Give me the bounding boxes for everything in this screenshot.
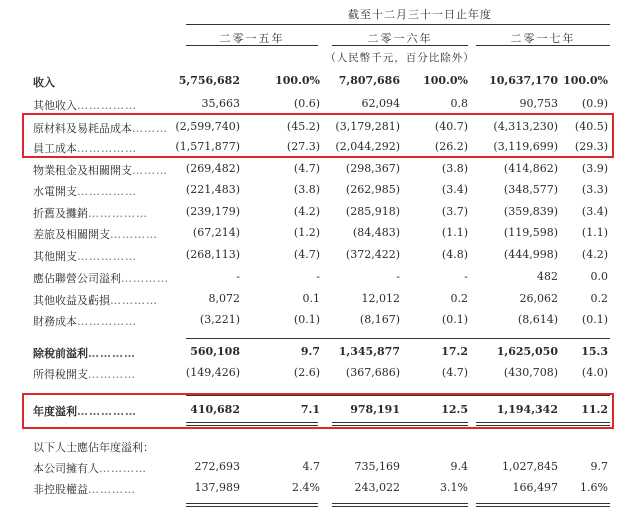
row-label [33,97,183,113]
percent-cell: (26.2) [434,140,468,153]
row-label-text: 年度溢利 [33,405,77,418]
percent-cell: 100.0% [423,74,468,87]
percent-cell: 2.4% [292,481,320,494]
year-2016-underline [332,45,468,46]
percent-cell: (27.3) [286,140,320,153]
leader-dots: ………… [88,347,136,360]
amount-cell: 137,989 [194,481,240,494]
amount-cell: (1,571,877) [175,140,240,153]
percent-cell: (0.6) [293,97,320,110]
amount-cell: (359,839) [503,205,558,218]
percent-cell: 100.0% [563,74,608,87]
year-2015-underline [186,45,318,46]
table-row [0,246,640,266]
percent-cell: (2.6) [293,366,320,379]
amount-cell: (84,483) [352,226,400,239]
amount-cell: (269,482) [185,162,240,175]
amount-cell: (444,998) [503,248,558,261]
table-row [0,224,640,244]
row-label [33,270,183,286]
row-label-text: 所得稅開支 [33,368,88,381]
amount-cell: (367,686) [345,366,400,379]
amount-cell: (2,599,740) [175,120,240,133]
percent-cell: (3.4) [441,183,468,196]
row-label-text: 除稅前溢利 [33,347,88,360]
amount-cell: (149,426) [185,366,240,379]
percent-cell: (3.4) [581,205,608,218]
amount-cell: 90,753 [519,97,558,110]
percent-cell: 0.2 [450,292,468,305]
table-row [0,203,640,223]
percent-cell: 7.1 [300,403,320,416]
percent-cell: (4.0) [581,366,608,379]
amount-cell: - [396,270,400,283]
row-label-text: 折舊及攤銷 [33,207,88,220]
amount-cell: - [236,270,240,283]
amount-cell: (67,214) [192,226,240,239]
amount-cell: 12,012 [361,292,400,305]
amount-cell: 978,191 [350,403,400,416]
percent-cell: (3.8) [293,183,320,196]
percent-cell: (45.2) [286,120,320,133]
row-label-text: 其他收入 [33,99,77,112]
percent-cell: (3.7) [441,205,468,218]
leader-dots: …………… [77,142,137,155]
percent-cell: 0.2 [590,292,608,305]
amount-cell: 560,108 [190,345,240,358]
year-2017-heading: 二零一七年 [510,32,576,45]
final-underline-2015 [186,503,318,507]
row-label [33,183,183,199]
amount-cell: 10,637,170 [489,74,558,87]
percent-cell: 100.0% [275,74,320,87]
amount-cell: (239,179) [185,205,240,218]
row-label-text: 員工成本 [33,142,77,155]
amount-cell: (2,044,292) [335,140,400,153]
amount-cell: 482 [537,270,558,283]
row-label-text: 本公司擁有人 [33,462,99,475]
amount-cell: (348,577) [503,183,558,196]
amount-cell: (268,113) [185,248,240,261]
percent-cell: (3.8) [441,162,468,175]
amount-cell: (3,179,281) [335,120,400,133]
table-row [0,343,640,363]
leader-dots: ………… [110,294,158,307]
percent-cell: (0.9) [581,97,608,110]
table-row [0,181,640,201]
percent-cell: (4.7) [293,248,320,261]
final-underline-2017 [476,503,610,507]
table-row [0,95,640,115]
percent-cell: 0.8 [450,97,468,110]
leader-dots: ………… [99,462,147,475]
amount-cell: 410,682 [190,403,240,416]
amount-cell: (262,985) [345,183,400,196]
row-label [33,292,183,308]
row-label [33,313,183,329]
final-underline-2016 [332,503,468,507]
table-row [0,72,640,92]
amount-cell: 35,663 [201,97,240,110]
percent-cell: 15.3 [581,345,608,358]
leader-dots: …………… [77,315,137,328]
row-label [33,226,183,242]
percent-cell: - [464,270,468,283]
leader-dots: …………… [77,99,137,112]
amount-cell: (221,483) [185,183,240,196]
heading-underline [186,24,610,25]
percent-cell: (1.2) [293,226,320,239]
amount-cell: (3,119,699) [493,140,558,153]
percent-cell: 3.1% [440,481,468,494]
subtotal-line-top [186,338,610,339]
row-label-text: 物業租金及相關開支 [33,164,132,177]
row-label [33,481,183,497]
amount-cell: 7,807,686 [338,74,400,87]
row-label [33,205,183,221]
amount-cell: (285,918) [345,205,400,218]
row-label [33,345,183,361]
percent-cell: 17.2 [441,345,468,358]
amount-cell: 1,194,342 [496,403,558,416]
percent-cell: (1.1) [441,226,468,239]
percent-cell: (40.5) [574,120,608,133]
percent-cell: 11.2 [581,403,608,416]
leader-dots: …………… [77,185,137,198]
table-row [0,311,640,331]
percent-cell: 9.4 [450,460,468,473]
year-2015-heading: 二零一五年 [219,32,285,45]
percent-cell: (4.8) [441,248,468,261]
percent-cell: (0.1) [581,313,608,326]
percent-cell: (0.1) [441,313,468,326]
amount-cell: 735,169 [354,460,400,473]
percent-cell: - [316,270,320,283]
amount-cell: (8,614) [517,313,558,326]
percent-cell: (29.3) [574,140,608,153]
row-label-text: 非控股權益 [33,483,88,496]
amount-cell: 62,094 [361,97,400,110]
year-2017-underline [476,45,610,46]
percent-cell: (3.3) [581,183,608,196]
amount-cell: 1,625,050 [496,345,558,358]
percent-cell: (1.1) [581,226,608,239]
row-label [33,162,183,178]
amount-cell: (414,862) [503,162,558,175]
percent-cell: (4.7) [441,366,468,379]
row-label-text: 其他收益及虧損 [33,294,110,307]
row-label [33,74,183,90]
leader-dots: …………… [88,207,148,220]
leader-dots: ……… [132,164,168,177]
cost-highlight-box [22,113,614,158]
table-row [0,160,640,180]
amount-cell: 26,062 [519,292,558,305]
percent-cell: 4.7 [302,460,320,473]
row-label-text: 以下人士應佔年度溢利： [33,441,154,454]
year-2016-heading: 二零一六年 [367,32,433,45]
leader-dots: ………… [88,483,136,496]
table-row [0,479,640,499]
row-label-text: 原材料及易耗品成本 [33,122,132,135]
amount-cell: (3,221) [199,313,240,326]
row-label-text: 水電開支 [33,185,77,198]
percent-cell: (3.9) [581,162,608,175]
unit-note: （人民幣千元，百分比除外） [325,52,475,64]
amount-cell: 272,693 [194,460,240,473]
percent-cell: (4.7) [293,162,320,175]
percent-cell: 9.7 [590,460,608,473]
percent-cell: (4.2) [581,248,608,261]
leader-dots: ………… [121,272,169,285]
table-row [0,437,640,457]
percent-cell: 12.5 [441,403,468,416]
amount-cell: 1,345,877 [338,345,400,358]
table-row [0,290,640,310]
percent-cell: 1.6% [580,481,608,494]
amount-cell: (298,367) [345,162,400,175]
row-label-text: 應佔聯營公司溢利 [33,272,121,285]
row-label-text: 收入 [33,76,55,89]
percent-cell: 0.1 [302,292,320,305]
leader-dots: …………… [77,250,137,263]
amount-cell: (8,167) [359,313,400,326]
table-row [0,364,640,384]
percent-cell: 0.0 [590,270,608,283]
percent-cell: 9.7 [300,345,320,358]
amount-cell: (4,313,230) [493,120,558,133]
amount-cell: 166,497 [512,481,558,494]
percent-cell: (0.1) [293,313,320,326]
amount-cell: (430,708) [503,366,558,379]
percent-cell: (40.7) [434,120,468,133]
amount-cell: 8,072 [208,292,240,305]
row-label-text: 財務成本 [33,315,77,328]
profit-highlight-box [22,393,614,429]
row-label [33,439,183,455]
amount-cell: 5,756,682 [178,74,240,87]
leader-dots: ……… [132,122,168,135]
leader-dots: …………… [77,405,137,418]
row-label-text: 差旅及相關開支 [33,228,110,241]
amount-cell: 243,022 [354,481,400,494]
row-label [33,248,183,264]
table-row [0,268,640,288]
leader-dots: ………… [88,368,136,381]
period-heading: 截至十二月三十一日止年度 [348,8,492,21]
row-label [33,460,183,476]
row-label [33,366,183,382]
amount-cell: (372,422) [345,248,400,261]
amount-cell: 1,027,845 [502,460,558,473]
row-label-text: 其他開支 [33,250,77,263]
amount-cell: (119,598) [503,226,558,239]
percent-cell: (4.2) [293,205,320,218]
leader-dots: ………… [110,228,158,241]
table-row [0,458,640,478]
